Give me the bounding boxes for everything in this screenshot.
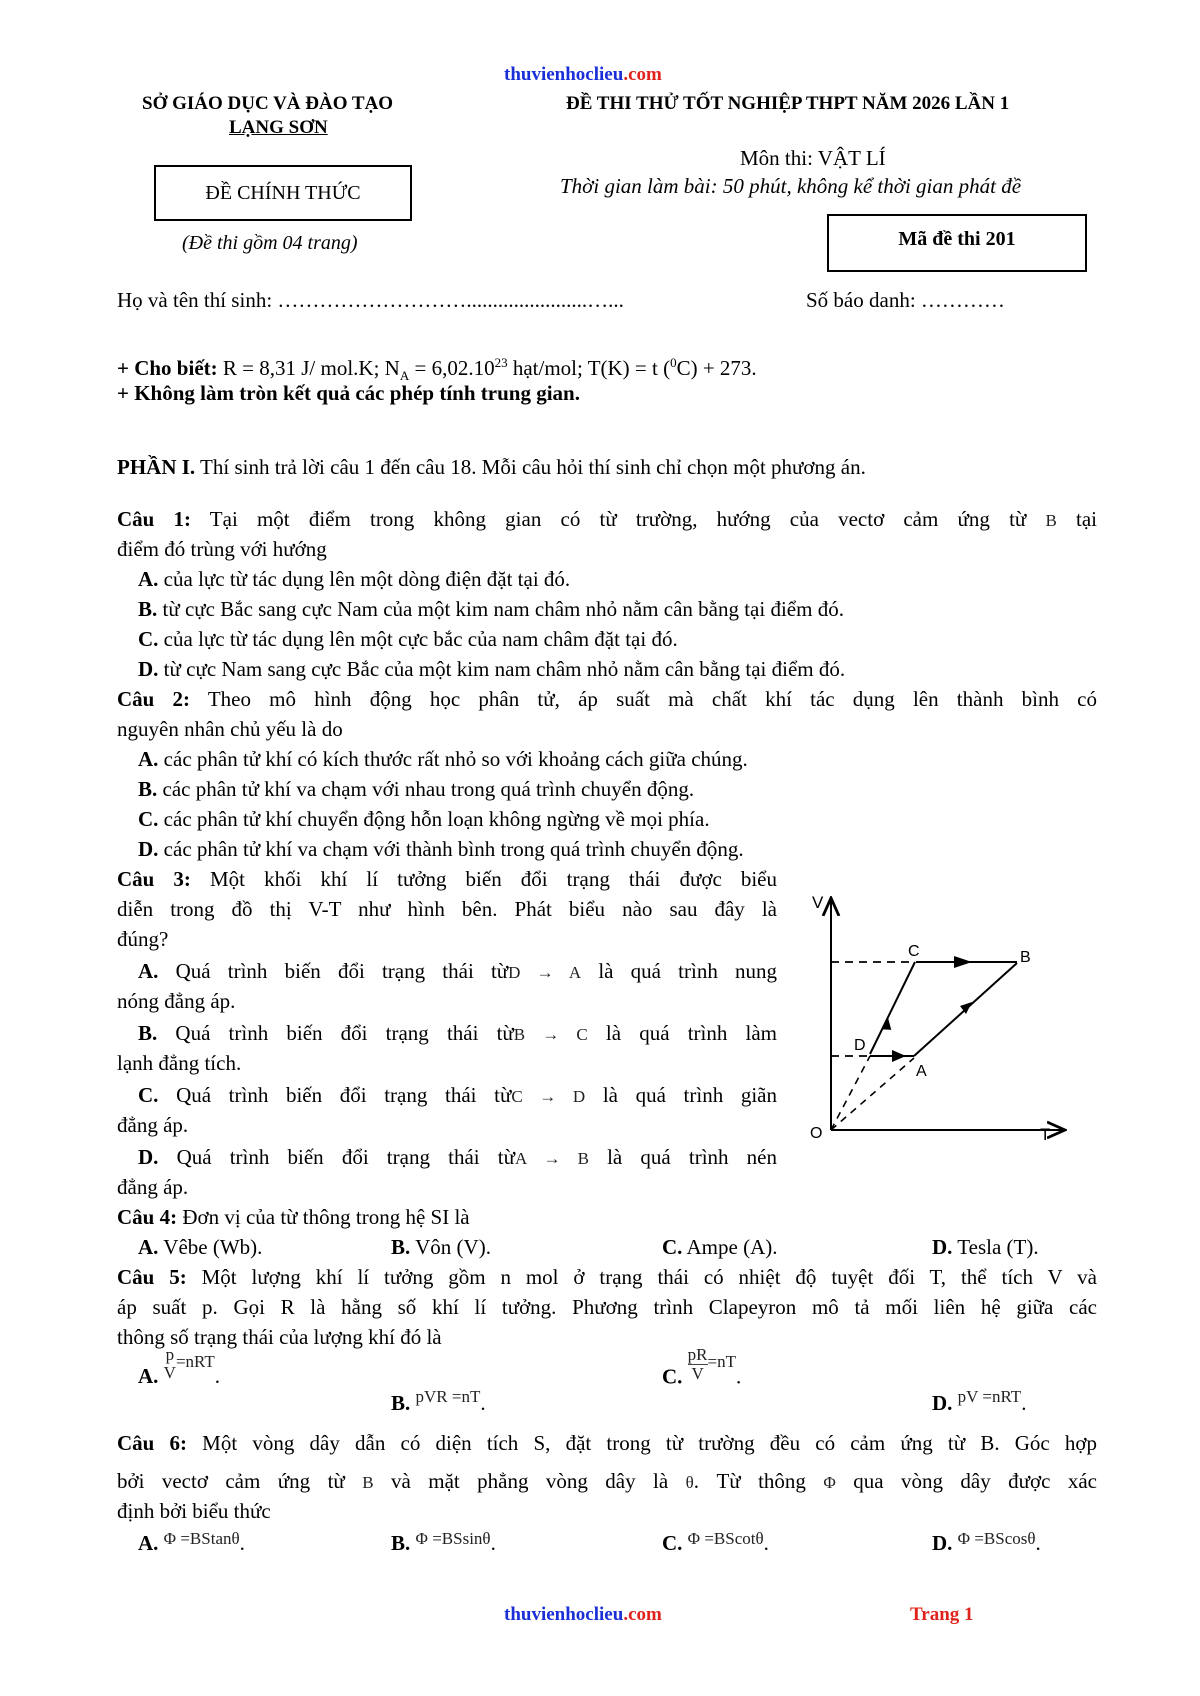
official-box: ĐỀ CHÍNH THỨC (154, 165, 412, 221)
q1-text: Tại một điểm trong không gian có từ trường, hướng của vectơ cảm ứng từ (191, 507, 1046, 531)
q5-text: Một lượng khí lí tưởng gồm n mol ở trạng thái có nhiệt độ tuyệt đối T, thể tích V và (186, 1265, 1097, 1289)
arrow-cd (881, 1017, 891, 1030)
q6-text: bởi vectơ cảm ứng từ (117, 1469, 363, 1493)
option-text: của lực từ tác dụng lên một dòng điện đặt tại đó. (163, 567, 571, 591)
option-letter: D. (138, 1145, 159, 1169)
period: . (736, 1364, 742, 1389)
q3-option-a-cont: nóng đẳng áp. (117, 989, 236, 1013)
option-text: là quá trình nén (588, 1145, 778, 1169)
given-text1: R = 8,31 J/ mol.K; N (217, 356, 400, 380)
q1-option-c[interactable] (138, 624, 1118, 654)
q2-stem1 (117, 684, 1097, 714)
numerator: pR (687, 1345, 708, 1364)
option-text: từ cực Bắc sang cực Nam của một kim nam châm nhỏ nằm cân bằng tại điểm đó. (162, 597, 844, 621)
q1-label: Câu 1: (117, 507, 192, 531)
period: . (763, 1531, 769, 1555)
option-letter: C. (138, 1083, 159, 1107)
option-text: Tesla (T). (957, 1235, 1039, 1259)
q3-text: Một khối khí lí tưởng biến đổi trạng thái được biểu (190, 867, 777, 891)
dept-line1: SỞ GIÁO DỤC VÀ ĐÀO TẠO (142, 93, 394, 114)
site-tld: .com (623, 64, 662, 85)
q6-text: và mặt phẳng vòng dây là (373, 1469, 686, 1493)
q5-option-a[interactable] (138, 1345, 220, 1396)
q6-option-a[interactable] (138, 1528, 245, 1560)
subject: Môn thi: VẬT LÍ (740, 146, 886, 170)
denominator: V (691, 1364, 704, 1383)
given-text3: hạt/mol; T(K) = t ( (507, 356, 671, 380)
given-exp: 23 (494, 355, 508, 370)
vector-b-symbol: B (1045, 511, 1057, 530)
period: . (480, 1391, 486, 1415)
formula-rest: =nT (707, 1352, 736, 1372)
q3-option-c[interactable] (138, 1080, 777, 1112)
candidate-name: Họ và tên thí sinh: ……………………….......................…... (117, 288, 624, 312)
option-letter: A. (138, 1363, 159, 1388)
site-name: thuvienhoclieu (504, 64, 624, 85)
option-text: Ampe (A). (686, 1235, 778, 1259)
q2-option-d[interactable] (138, 834, 1118, 864)
q1-stem1 (117, 504, 1097, 536)
option-letter: A. (138, 747, 159, 771)
origin-to-d (831, 1056, 870, 1130)
q5-option-b[interactable] (391, 1388, 486, 1420)
site-watermark-top[interactable] (504, 64, 662, 86)
vector-b-symbol: B (362, 1473, 374, 1492)
option-letter: B. (391, 1391, 411, 1415)
option-text: Quá trình biến đổi trạng thái từ (176, 1083, 512, 1107)
label-t: T (1040, 1125, 1051, 1144)
option-letter: D. (932, 1391, 953, 1415)
label-b: B (1020, 949, 1031, 966)
option-letter: B. (138, 777, 158, 801)
q1-option-d[interactable] (138, 654, 1118, 684)
q6-stem2 (117, 1466, 1097, 1498)
option-text: các phân tử khí va chạm với thành bình trong quá trình chuyển động. (163, 837, 744, 861)
q1-stem2: điểm đó trùng với hướng (117, 537, 327, 561)
q6-option-b[interactable] (391, 1528, 496, 1560)
option-text: các phân tử khí chuyển động hỗn loạn không ngừng về mọi phía. (163, 807, 710, 831)
q3-option-d[interactable] (138, 1142, 777, 1174)
candidate-number: Số báo danh: ………… (806, 288, 1005, 312)
q1-option-a[interactable] (138, 564, 1118, 594)
option-text: các phân tử khí va chạm với nhau trong quá trình chuyển động. (162, 777, 695, 801)
given-label: + Cho biết: (117, 356, 218, 380)
option-text: là quá trình làm (587, 1021, 777, 1045)
option-text: các phân tử khí có kích thước rất nhỏ so với khoảng cách giữa chúng. (163, 747, 748, 771)
q4-option-a[interactable] (138, 1232, 262, 1262)
q4-text: Đơn vị của từ thông trong hệ SI là (177, 1205, 470, 1229)
q6-text: Một vòng dây dẫn có diện tích S, đặt trong từ trường đều có cảm ứng từ B. Góc hợp (187, 1431, 1097, 1455)
option-text: Quá trình biến đổi trạng thái từ (176, 1145, 515, 1169)
q5-stem2: áp suất p. Gọi R là hằng số khí lí tưởng. Phương trình Clapeyron mô tả mối liên hệ giữa các (117, 1295, 1097, 1319)
formula-fraction (164, 1346, 176, 1382)
phi-symbol: Φ (823, 1473, 836, 1492)
site-name: thuvienhoclieu (504, 1604, 624, 1625)
process-da: D → A (508, 963, 582, 982)
q4-option-d[interactable] (932, 1232, 1039, 1262)
formula: Φ =BScosθ (957, 1529, 1036, 1548)
option-text: là quá trình nung (581, 959, 778, 983)
option-text: Quá trình biến đổi trạng thái từ (175, 959, 509, 983)
q2-label: Câu 2: (117, 687, 191, 711)
given-text2: = 6,02.10 (409, 356, 495, 380)
option-text: là quá trình giãn (585, 1083, 778, 1107)
label-v: V (812, 893, 824, 912)
given-deg: 0 (670, 355, 677, 370)
q6-label: Câu 6: (117, 1431, 188, 1455)
q1-option-b[interactable] (138, 594, 1118, 624)
label-c: C (908, 943, 920, 960)
q2-option-b[interactable] (138, 774, 1118, 804)
option-letter: C. (138, 627, 159, 651)
option-text: Vôn (V). (415, 1235, 491, 1259)
q6-text: qua vòng dây được xác (835, 1469, 1098, 1493)
option-letter: C. (662, 1235, 683, 1259)
option-letter: B. (391, 1235, 411, 1259)
arrow-bc (954, 956, 972, 968)
process-ab: A → B (514, 1149, 589, 1168)
q3-option-c-cont: đẳng áp. (117, 1113, 189, 1137)
time-note: Thời gian làm bài: 50 phút, không kể thời gian phát đề (560, 174, 1022, 198)
vt-graph (790, 890, 1080, 1150)
site-watermark-bottom[interactable] (504, 1604, 662, 1626)
numerator: p (165, 1345, 175, 1364)
site-tld: .com (623, 1604, 662, 1625)
page-label: Trang 1 (910, 1604, 974, 1625)
q6-option-c[interactable] (662, 1528, 769, 1560)
q2-option-c[interactable] (138, 804, 1118, 834)
q3-stem1 (117, 864, 777, 894)
q6-option-d[interactable] (932, 1528, 1041, 1560)
q6-text: . Từ thông (693, 1469, 824, 1493)
option-text: từ cực Nam sang cực Bắc của một kim nam châm nhỏ nằm cân bằng tại điểm đó. (163, 657, 846, 681)
period: . (1021, 1391, 1027, 1415)
page-number (910, 1604, 974, 1626)
option-letter: B. (138, 597, 158, 621)
q3-option-b[interactable] (138, 1018, 777, 1050)
period: . (214, 1363, 220, 1388)
q3-option-a[interactable] (138, 956, 777, 988)
label-o: O (810, 1125, 823, 1142)
exam-code-box: Mã đề thi 201 (827, 214, 1087, 272)
theta-symbol: θ (685, 1473, 694, 1492)
q6-stem3: định bởi biểu thức (117, 1499, 271, 1523)
period: . (490, 1531, 496, 1555)
q5-option-c[interactable] (662, 1345, 742, 1397)
formula: pV =nRT (957, 1387, 1022, 1406)
q3-option-d-cont: đẳng áp. (117, 1175, 189, 1199)
pages-note: (Đề thi gồm 04 trang) (182, 232, 358, 254)
option-letter: C. (138, 807, 159, 831)
option-letter: B. (138, 1021, 158, 1045)
formula: Φ =BStanθ (163, 1529, 240, 1548)
formula: Φ =BScotθ (687, 1529, 764, 1548)
exam-title: ĐỀ THI THỬ TỐT NGHIỆP THPT NĂM 2026 LẦN 1 (566, 93, 1010, 114)
dept-line2: LẠNG SƠN (229, 117, 328, 138)
q5-stem3: thông số trạng thái của lượng khí đó là (117, 1325, 442, 1349)
q5-stem1 (117, 1262, 1097, 1292)
period: . (239, 1531, 245, 1555)
arrow-da (892, 1050, 906, 1062)
rounding-note: + Không làm tròn kết quả các phép tính trung gian. (117, 381, 580, 405)
q2-stem2: nguyên nhân chủ yếu là do (117, 717, 343, 741)
q4-label: Câu 4: (117, 1205, 178, 1229)
formula: Φ =BSsinθ (415, 1529, 491, 1548)
option-letter: A. (138, 1531, 159, 1555)
option-letter: D. (932, 1235, 953, 1259)
option-text: Vêbe (Wb). (163, 1235, 263, 1259)
option-letter: A. (138, 567, 159, 591)
part1-label: PHẦN I. (117, 455, 196, 479)
option-letter: C. (662, 1364, 683, 1389)
option-letter: C. (662, 1531, 683, 1555)
formula-rest: =nRT (175, 1351, 215, 1371)
option-text: Quá trình biến đổi trạng thái từ (175, 1021, 514, 1045)
option-letter: D. (932, 1531, 953, 1555)
period: . (1035, 1531, 1041, 1555)
process-bc: B → C (513, 1025, 588, 1044)
part1-text: Thí sinh trả lời câu 1 đến câu 18. Mỗi câu hỏi thí sinh chỉ chọn một phương án. (195, 455, 866, 479)
q3-stem2: diễn trong đồ thị V-T như hình bên. Phát biểu nào sau đây là (117, 897, 777, 921)
option-letter: A. (138, 1235, 159, 1259)
given-sub: A (399, 368, 410, 384)
denominator: V (163, 1363, 176, 1382)
q4-stem (117, 1202, 1097, 1232)
q1-text-tail: tại (1056, 507, 1097, 531)
option-letter: D. (138, 657, 159, 681)
given-text4: C) + 273. (676, 356, 757, 380)
q6-stem1 (117, 1428, 1097, 1458)
q4-option-b[interactable] (391, 1232, 491, 1262)
segment-cd (870, 962, 915, 1054)
option-letter: A. (138, 959, 159, 983)
formula-fraction (688, 1346, 708, 1383)
label-a: A (916, 1063, 927, 1080)
option-letter: B. (391, 1531, 411, 1555)
q5-option-d[interactable] (932, 1388, 1026, 1420)
label-d: D (854, 1037, 866, 1054)
q2-option-a[interactable] (138, 744, 1118, 774)
q4-option-c[interactable] (662, 1232, 778, 1262)
q3-label: Câu 3: (117, 867, 191, 891)
q3-stem3: đúng? (117, 927, 169, 951)
q5-label: Câu 5: (117, 1265, 187, 1289)
q3-option-b-cont: lạnh đẳng tích. (117, 1051, 242, 1075)
formula: pVR =nT (415, 1387, 481, 1406)
q2-text: Theo mô hình động học phân tử, áp suất mà chất khí tác dụng lên thành bình có (190, 687, 1097, 711)
process-cd: C → D (511, 1087, 586, 1106)
option-letter: D. (138, 837, 159, 861)
option-text: của lực từ tác dụng lên một cực bắc của nam châm đặt tại đó. (163, 627, 678, 651)
part1-heading (117, 452, 1097, 482)
origin-to-a (831, 1058, 914, 1130)
